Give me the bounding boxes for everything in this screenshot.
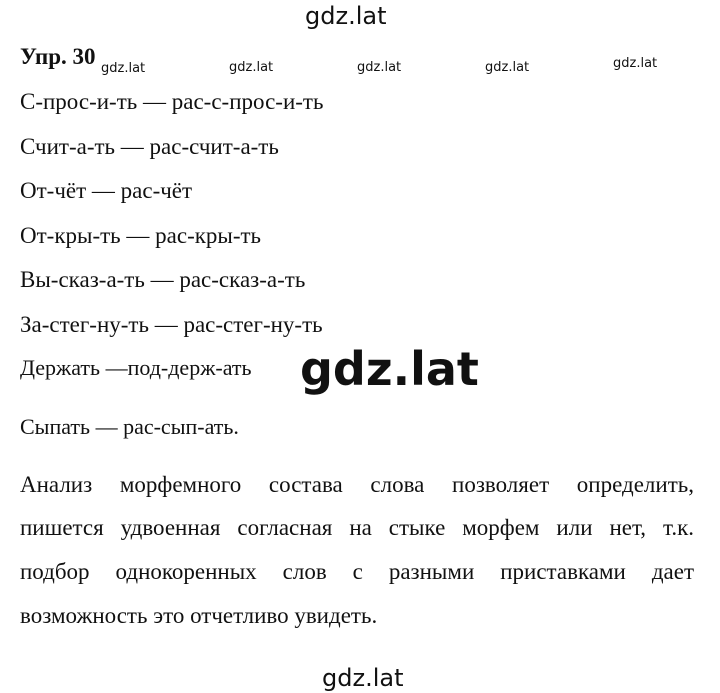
word-pair-line: Счит-а-ть — рас-счит-а-ть	[20, 134, 279, 159]
watermark-large: gdz.lat	[300, 342, 479, 396]
explanation-line: Анализ морфемного состава слова позволяет определить,	[20, 472, 694, 497]
explanation-line: возможность это отчетливо увидеть.	[20, 603, 378, 628]
explanation-line: пишется удвоенная согласная на стыке морфем или нет, т.к.	[20, 515, 694, 540]
watermark-bottom: gdz.lat	[322, 664, 404, 692]
word-pair-line: От-чёт — рас-чёт	[20, 178, 193, 203]
word-pair-line: С-прос-и-ть — рас-с-прос-и-ть	[20, 89, 324, 114]
exercise-heading: Упр. 30	[20, 44, 96, 69]
watermark-small: gdz.lat	[485, 60, 530, 75]
word-pair-line: Держать —под-держ-ать	[20, 355, 252, 380]
word-pair-line: За-стег-ну-ть — рас-стег-ну-ть	[20, 312, 323, 337]
watermark-small: gdz.lat	[613, 56, 658, 71]
watermark-small: gdz.lat	[229, 60, 274, 75]
explanation-line: подбор однокоренных слов с разными приставками дает	[20, 559, 694, 584]
watermark-small: gdz.lat	[357, 60, 402, 75]
word-pair-line: Сыпать — рас-сып-ать.	[20, 414, 239, 439]
watermark-top: gdz.lat	[305, 2, 387, 30]
word-pair-line: От-кры-ть — рас-кры-ть	[20, 223, 262, 248]
watermark-small: gdz.lat	[101, 61, 146, 76]
word-pair-line: Вы-сказ-а-ть — рас-сказ-а-ть	[20, 267, 306, 292]
